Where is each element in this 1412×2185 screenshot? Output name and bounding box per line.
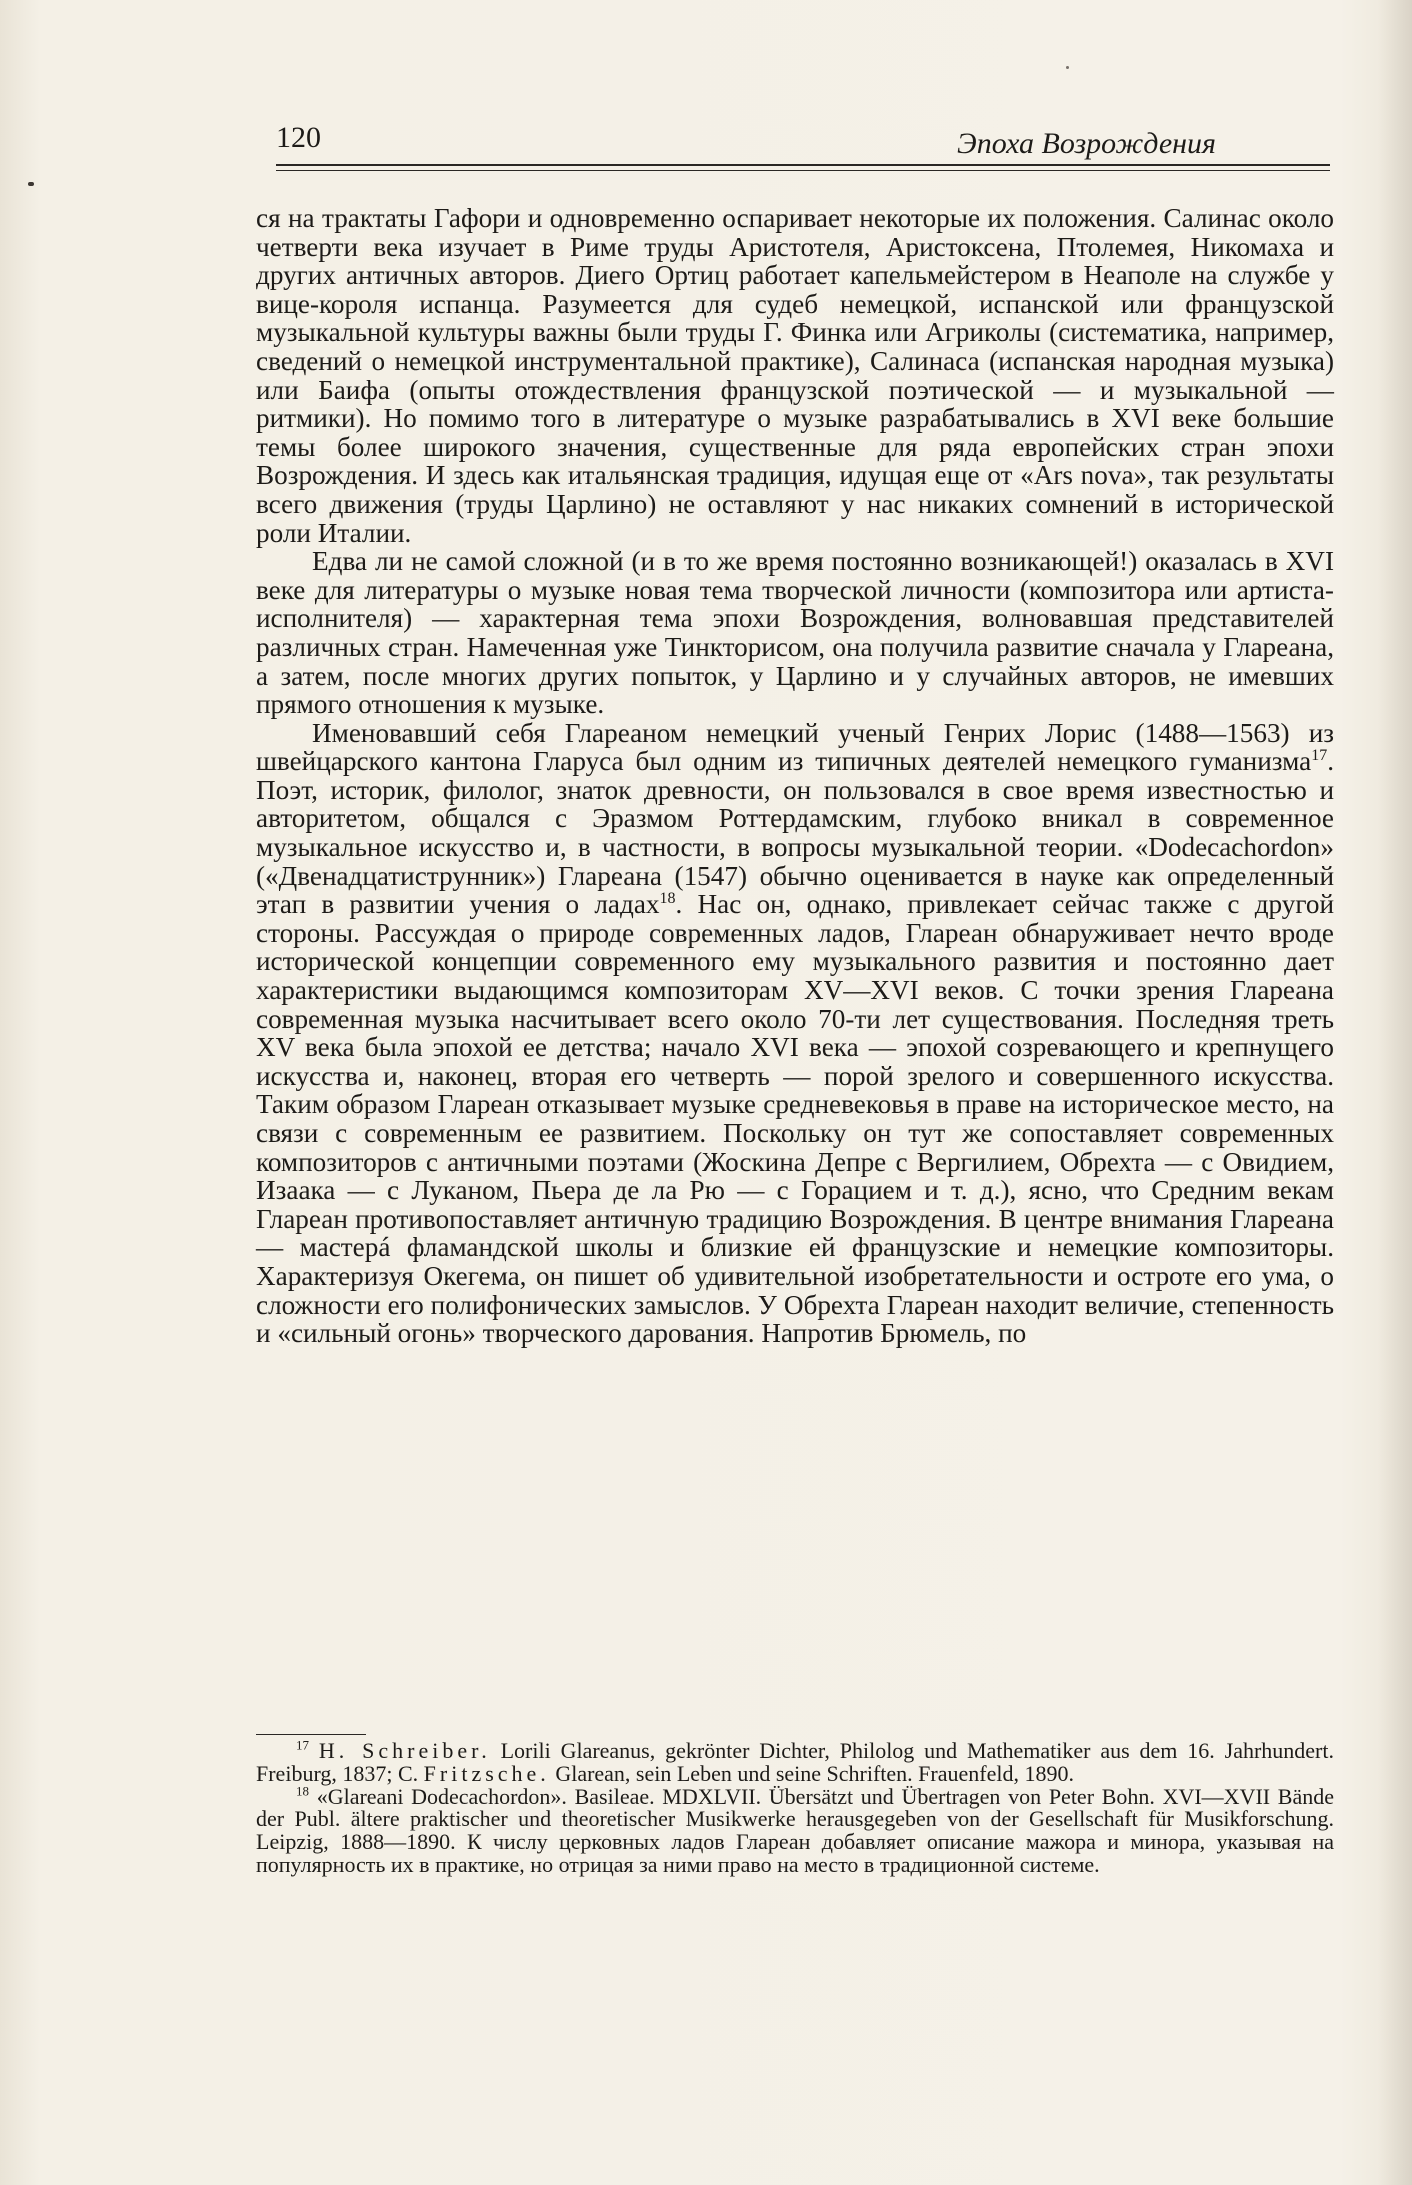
- paragraph-3-part-a: Именовавший себя Глареаном немецкий ученый Генрих Лорис (1488—1563) из швейцарского кантона Гларуса был одним из типичных деятелей немецкого гуманизма: [256, 717, 1334, 777]
- header-rule-thin: [276, 170, 1330, 171]
- page-number: 120: [276, 121, 321, 154]
- spine-shadow: [1378, 0, 1412, 2185]
- paragraph-3-part-b: . Поэт, историк, филолог, знаток древности, он пользовался в свое время известностью и авторитетом, общался с Эразмом Роттердамским, глубоко вникал в современное музыкальное искусство и, в частности, в вопросы музыкальной теории. «Dodecachordon» («Двенадцатиструнник») Глареана (1547) обычно оценивается в науке как определенный этап в развитии учения о ладах: [256, 746, 1334, 920]
- page-header: [276, 120, 1216, 166]
- footnote-text: Glarean, sein Leben und seine Schriften. Frauenfeld, 1890.: [549, 1760, 1074, 1786]
- footnotes: [256, 1737, 1335, 1877]
- footnote-17: [256, 1737, 1334, 1786]
- footnote-ref-18: 18: [659, 890, 676, 908]
- main-text: [256, 204, 1334, 1348]
- footnote-text: Lorili Glareanus, gekrönter Dichter, Philolog und Mathematiker aus dem 16. Jahrhundert. Freiburg, 1837; C.: [256, 1738, 1334, 1786]
- footnote-number: 18: [296, 1783, 309, 1799]
- paragraph-1: ся на трактаты Гафори и одновременно оспаривает некоторые их положения. Салинас около четверти века изучает в Риме труды Аристотеля, Аристоксена, Птолемея, Никомаха и других античных авторов. Диего Ортиц работает капельмейстером в Неаполе на службе у вице-короля испанца. Разумеется для судеб немецкой, испанской или французской музыкальной культуры важны были труды Г. Финка или Агриколы (систематика, например, сведений о немецкой инструментальной практике), Салинаса (испанская народная музыка) или Баифа (опыты отождествления французской поэтической — и музыкальной — ритмики). Но помимо того в литературе о музыке разрабатывались в XVI веке большие темы более широкого значения, существенные для ряда европейских стран эпохи Возрождения. И здесь как итальянская традиция, идущая еще от «Ars nova», так результаты всего движения (труды Царлино) не оставляют у нас никаких сомнений в исторической роли Италии.: [256, 203, 1334, 548]
- footnote-author: Fritzsche.: [423, 1760, 550, 1786]
- footnote-number: 17: [296, 1737, 309, 1753]
- footnote-rule: [256, 1734, 366, 1735]
- header-rule: [276, 164, 1330, 166]
- footnote-18: [256, 1783, 1335, 1877]
- footnote-text: «Glareani Dodecachordon». Basileae. MDXLVII. Übersätzt und Übertragen von Peter Bohn. XVI—XVII Bände der Publ. ältere praktischer und theoretischer Musikwerke herausgegeben von der Gesellschaft für Musikforschung. Leipzig, 1888—1890. К числу церковных ладов Глареан добавляет описание мажора и минора, указывая на популярность их в практике, но отрицая за ними право на место в традиционной системе.: [256, 1783, 1335, 1877]
- footnote-author: H. Schreiber.: [318, 1738, 491, 1763]
- margin-speck: [28, 182, 34, 186]
- margin-speck: [1066, 66, 1069, 69]
- paragraph-3: [256, 719, 1334, 1348]
- running-head: Эпоха Возрождения: [957, 127, 1216, 160]
- paragraph-3-part-c: . Нас он, однако, привлекает сейчас также с другой стороны. Рассуждая о природе современных ладов, Глареан обнаруживает нечто вроде исторической концепции современного ему музыкального развития и постоянно дает характеристики выдающимся композиторам XV—XVI веков. С точки зрения Глареана современная музыка насчитывает всего около 70-ти лет существования. Последняя треть XV века была эпохой ее детства; начало XVI века — эпохой созревающего и крепнущего искусства и, наконец, вторая его четверть — порой зрелого и совершенного искусства. Таким образом Глареан отказывает музыке средневековья в праве на историческое место, на связи с современным ее развитием. Поскольку он тут же сопоставляет современных композиторов с античными поэтами (Жоскина Депре с Вергилием, Обрехта — с Овидием, Изаака — с Луканом, Пьера де ла Рю — с Горацием и т. д.), ясно, что Средним векам Глареан противопоставляет античную традицию Возрождения. В центре внимания Глареана — мастерá фламандской школы и близкие ей французские и немецкие композиторы. Характеризуя Окегема, он пишет об удивительной изобретательности и остроте его ума, о сложности его полифонических замыслов. У Обрехта Глареан находит величие, степенность и «сильный огонь» творческого дарования. Напротив Брюмель, по: [256, 889, 1334, 1349]
- paragraph-2: Едва ли не самой сложной (и в то же время постоянно возникающей!) оказалась в XVI веке для литературы о музыке новая тема творческой личности (композитора или артиста-исполнителя) — характерная тема эпохи Возрождения, волновавшая представителей различных стран. Намеченная уже Тинкторисом, она получила развитие сначала у Глареана, а затем, после многих других попыток, у Царлино и у случайных авторов, не имевших прямого отношения к музыке.: [256, 546, 1334, 720]
- footnote-ref-17: 17: [1311, 747, 1328, 765]
